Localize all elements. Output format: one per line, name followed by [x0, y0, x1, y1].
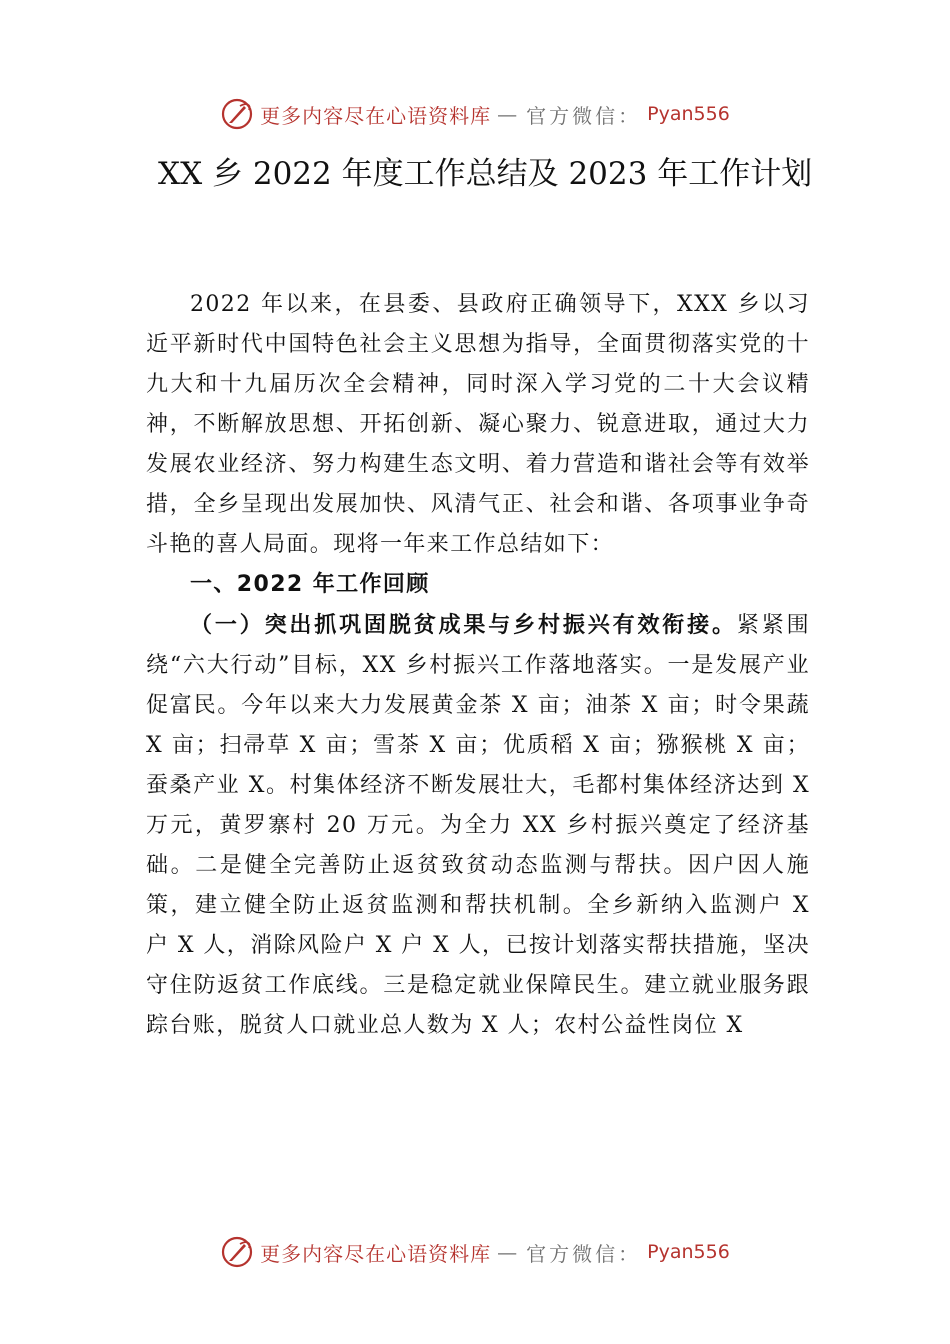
document-title: XX 乡 2022 年度工作总结及 2023 年工作计划 — [158, 156, 813, 192]
subsection-body: 紧紧围绕“六大行动”目标，XX 乡村振兴工作落地落实。一是发展产业促富民。今年以来大力发展黄金茶 X 亩；油茶 X 亩；时令果蔬 X 亩；扫帚草 X 亩；雪茶 X 亩；优质稻 X 亩；猕猴桃 X 亩；蚕桑产业 X。村集体经济不断发展壮大，毛都村集体经济达到 X 万元，黄罗寨村 20 万元。为全力 XX 乡村振兴奠定了经济基础。二是健全完善防止返贫致贫动态监测与帮扶。因户因人施策，建立健全防止返贫监测和帮扶机制。全乡新纳入监测户 X 户 X 人，消除风险户 X 户 X 人，已按计划落实帮扶措施，坚决守住防返贫工作底线。三是稳定就业保障民生。建立就业服务跟踪台账，脱贫人口就业总人数为 X 人；农村公益性岗位 X — [146, 613, 810, 1038]
subsection-lead: （一）突出抓巩固脱贫成果与乡村振兴有效衔接。 — [190, 612, 737, 638]
quill-circle-icon — [220, 1235, 254, 1269]
section-heading: 一、2022 年工作回顾 — [190, 572, 430, 597]
watermark-footer — [0, 1232, 950, 1272]
watermark-brand: 更多内容尽在心语资料库 — [260, 1241, 492, 1266]
watermark-dash: — — [497, 102, 521, 126]
watermark-wechat-label: 官方微信： — [526, 1241, 642, 1266]
watermark-wechat-id: Pyan556 — [647, 103, 730, 125]
intro-paragraph: 2022 年以来，在县委、县政府正确领导下，XXX 乡以习近平新时代中国特色社会主义思想为指导，全面贯彻落实党的十九大和十九届历次全会精神，同时深入学习党的二十大会议精神，不断解放思想、开拓创新、凝心聚力、锐意进取，通过大力发展农业经济、努力构建生态文明、着力营造和谐社会等有效举措，全乡呈现出发展加快、风清气正、社会和谐、各项事业争奇斗艳的喜人局面。现将一年来工作总结如下： — [146, 292, 810, 557]
watermark-dash: — — [497, 1240, 521, 1264]
document-body — [146, 285, 810, 1046]
watermark-brand: 更多内容尽在心语资料库 — [260, 103, 492, 128]
watermark-wechat-id: Pyan556 — [647, 1241, 730, 1263]
watermark-header — [0, 94, 950, 134]
watermark-wechat-label: 官方微信： — [526, 103, 642, 128]
quill-circle-icon — [220, 97, 254, 131]
subsection-paragraph — [146, 605, 810, 1046]
